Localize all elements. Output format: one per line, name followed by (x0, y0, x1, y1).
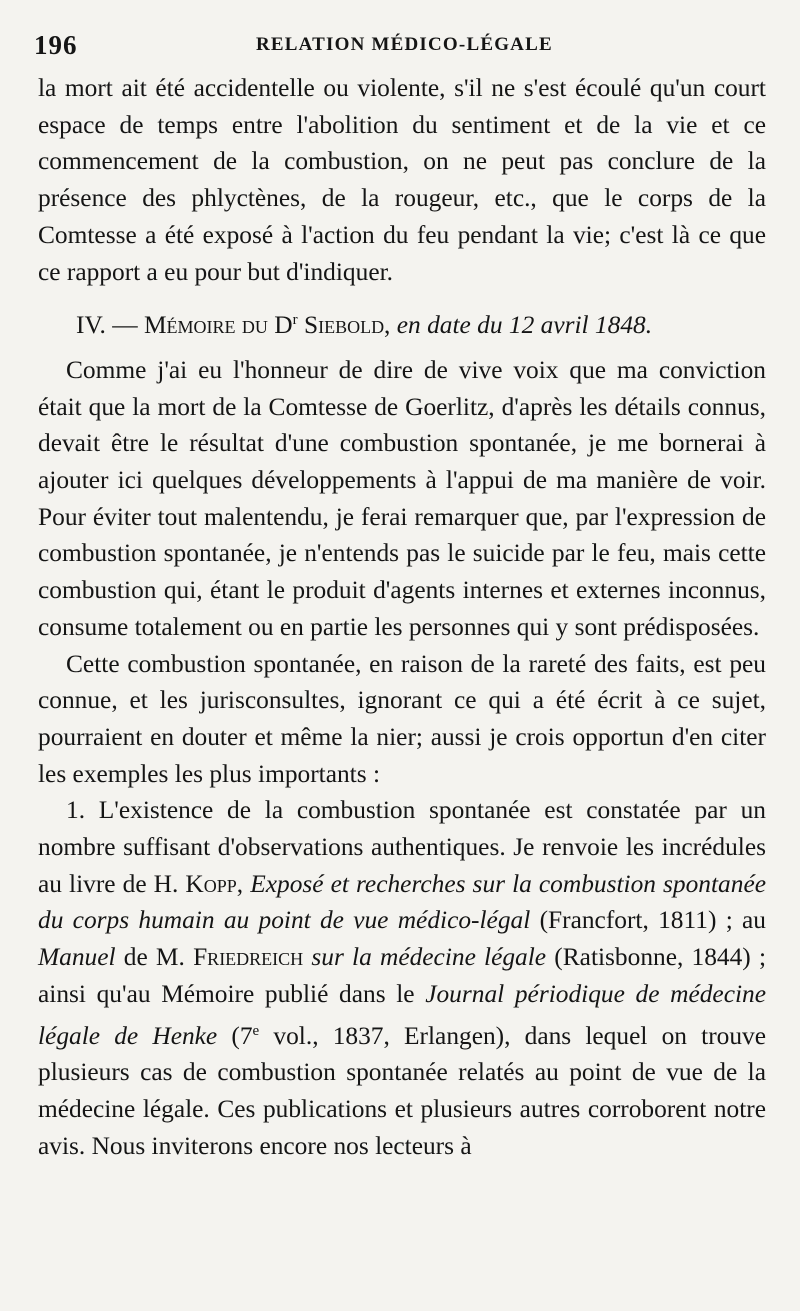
book-title-kopp: Exposé et recherches sur la combustion spontanée du corps humain au point de vue médico-légal (38, 869, 766, 935)
section-numeral: IV. — (76, 311, 138, 340)
section-heading (38, 302, 766, 344)
heading-date: en date du 12 avril 1848. (396, 311, 653, 340)
book-title-manuel: Manuel (38, 943, 116, 972)
book-title-medecine: sur la médecine légale (311, 943, 547, 972)
paragraph-rarete: Cette combustion spontanée, en raison de la rareté des faits, est peu connue, et les jurisconsultes, ignorant ce qui a été écrit à ce sujet, pourraient en douter et même la nier; aussi je crois opportun d'en citer les exemples les plus importants : (38, 649, 766, 788)
heading-author: Siebold, (303, 311, 391, 340)
author-kopp: Kopp, (185, 869, 244, 898)
heading-dr: $D^r$ (274, 311, 298, 340)
author-friedreich: Friedreich (193, 943, 304, 972)
page-body (38, 70, 766, 1164)
paragraph-existence: 1. L'existence de la combustion spontanée est constatée par un nombre suffisant d'observations authentiques. Je renvoie les incrédules au livre de H. Kopp, Exposé et recherches sur la combustion spontanée du corps humain au point de vue médico-légal (Francfort, 1811) ; au Manuel de M. Friedreich sur la médecine légale (Ratisbonne, 1844) ; ainsi qu'au Mémoire publié dans le Journal périodique de médecine légale de Henke (7e vol., 1837, Erlangen), dans lequel on trouve plusieurs cas de combustion spontanée relatés au point de vue de la médecine légale. Ces publications et plusieurs autres corroborent notre avis. Nous inviterons encore nos lecteurs à (38, 796, 767, 1160)
paragraph-conviction: Comme j'ai eu l'honneur de dire de vive voix que ma conviction était que la mort de la Comtesse de Goerlitz, d'après les détails connus, devait être le résultat d'une combustion spontanée, je me bornerai à ajouter ici quelques développements à l'appui de ma manière de voir. Pour éviter tout malentendu, je ferai remarquer que, par l'expression de combustion spontanée, je n'entends pas le suicide par le feu, mais cette combustion qui, étant le produit d'agents internes et externes inconnus, consume totalement ou en partie les personnes qui y sont prédisposées. (38, 355, 766, 641)
heading-memoire: Mémoire du (143, 311, 268, 340)
journal-title: Journal périodique de médecine légale de Henke (38, 979, 766, 1050)
running-title: RELATION MÉDICO-LÉGALE (256, 34, 553, 55)
paragraph-continuation: la mort ait été accidentelle ou violente, s'il ne s'est écoulé qu'un court espace de temps entre l'abolition du sentiment et de la vie et ce commencement de la combustion, on ne peut pas conclure de la présence des phlyctènes, de la rougeur, etc., que le corps de la Comtesse a été exposé à l'action du feu pendant la vie; c'est là ce que ce rapport a eu pour but d'indiquer. (38, 74, 766, 286)
page-header (34, 30, 734, 66)
page-number: 196 (34, 30, 78, 60)
